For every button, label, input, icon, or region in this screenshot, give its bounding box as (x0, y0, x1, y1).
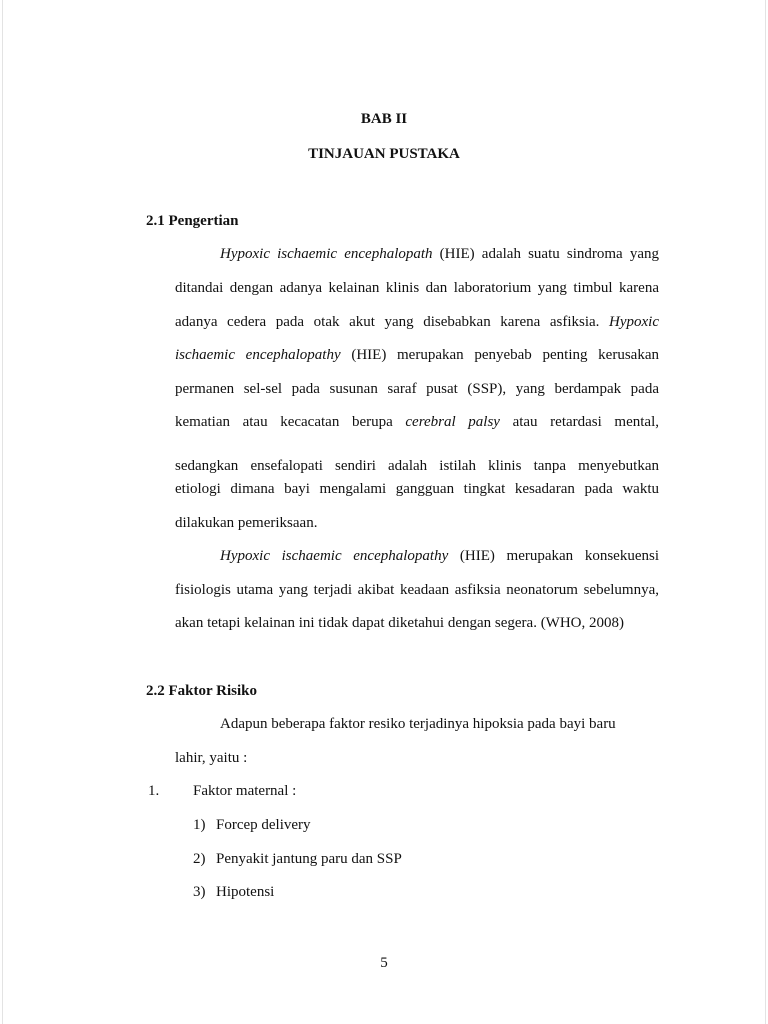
chapter-label: BAB II (360, 111, 408, 127)
list-subitem-number: 2) (193, 851, 206, 867)
section-heading-pengertian: 2.1 Pengertian (146, 213, 239, 229)
paragraph-line: lahir, yaitu : (175, 750, 248, 766)
list-subitem: Penyakit jantung paru dan SSP (216, 851, 402, 867)
paragraph-line: fisiologis utama yang terjadi akibat keadaan asfiksia neonatorum sebelumnya, (175, 582, 659, 598)
paragraph-line: Hypoxic ischaemic encephalopathy (HIE) merupakan konsekuensi (220, 548, 660, 564)
list-subitem-number: 1) (193, 817, 206, 833)
page-number: 5 (380, 955, 388, 971)
list-number: 1. (148, 783, 160, 799)
chapter-title: TINJAUAN PUSTAKA (308, 146, 460, 162)
list-subitem-number: 3) (193, 884, 206, 900)
list-subitem: Forcep delivery (216, 817, 311, 833)
paragraph-line: dilakukan pemeriksaan. (175, 515, 318, 531)
paragraph-line: adanya cedera pada otak akut yang disebabkan karena asfiksia. Hypoxic (175, 314, 659, 330)
section-heading-faktor-risiko: 2.2 Faktor Risiko (146, 683, 257, 699)
paragraph-line: ditandai dengan adanya kelainan klinis dan laboratorium yang timbul karena (175, 280, 659, 296)
term-hie: Hypoxic ischaemic encephalopath (220, 246, 433, 262)
paragraph-line: Hypoxic ischaemic encephalopath (HIE) adalah suatu sindroma yang (220, 246, 659, 262)
paragraph-line: sedangkan ensefalopati sendiri adalah istilah klinis tanpa menyebutkan (175, 458, 659, 474)
paragraph-line: kematian atau kecacatan berupa cerebral palsy atau retardasi mental, (175, 414, 659, 430)
list-subitem: Hipotensi (216, 884, 275, 900)
paragraph-line: akan tetapi kelainan ini tidak dapat diketahui dengan segera. (WHO, 2008) (175, 615, 625, 631)
paragraph-line: Adapun beberapa faktor resiko terjadinya hipoksia pada bayi baru (220, 716, 616, 732)
paragraph-line: permanen sel-sel pada susunan saraf pusat (SSP), yang berdampak pada (175, 381, 659, 397)
paragraph-line: ischaemic encephalopathy (HIE) merupakan penyebab penting kerusakan (175, 347, 659, 363)
paragraph-line: etiologi dimana bayi mengalami gangguan tingkat kesadaran pada waktu (175, 481, 659, 497)
list-title: Faktor maternal : (193, 783, 297, 799)
